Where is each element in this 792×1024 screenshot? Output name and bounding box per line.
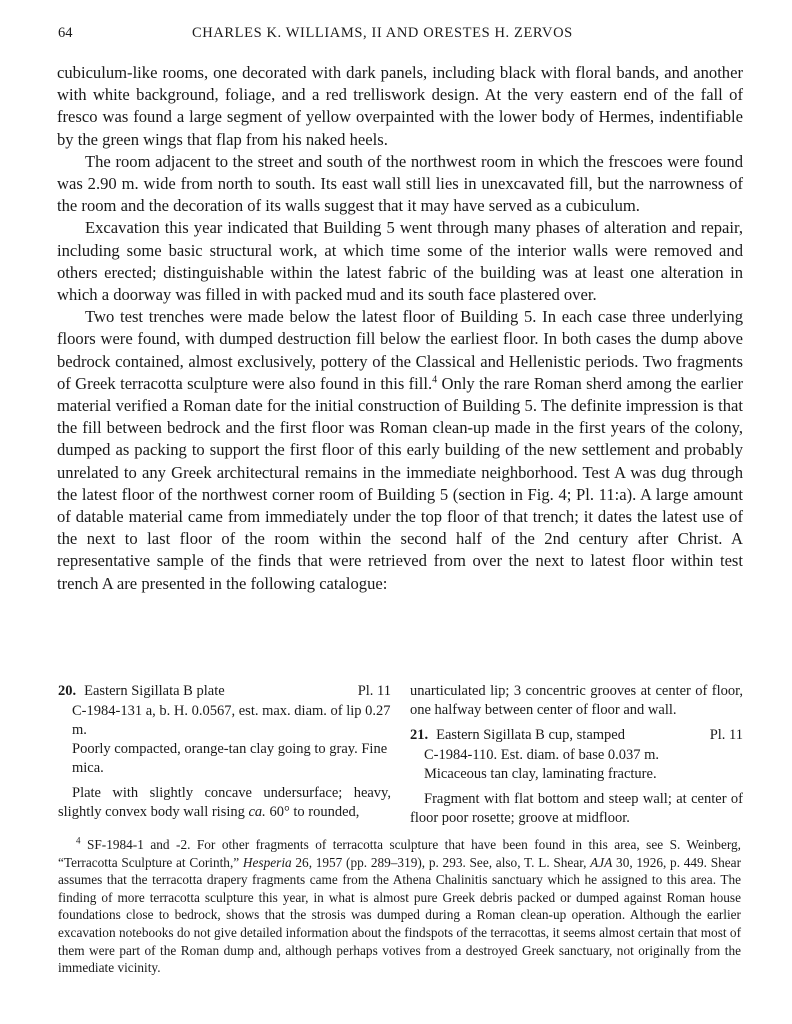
catalogue-title: Eastern Sigillata B plate: [84, 683, 225, 699]
footnote-mark: 4: [76, 835, 81, 846]
paragraph-4-text-a: Two test trenches were made below the latest floor of Building 5. In each case three underlying floors were found, with dumped destruction fill below the earliest floor. In both cases the dump above bedrock contained, almost exclusively, pottery of the Classical and Hellenistic periods. Two fragments of Greek terracotta sculpture were also found in this fill.: [57, 307, 743, 393]
footnote-reference[interactable]: 4: [432, 374, 438, 386]
catalogue-column-left: [58, 682, 391, 822]
plate-reference: Pl. 11: [709, 727, 743, 743]
description-continued: unarticulated lip; 3 concentric grooves at center of floor, one halfway between center of floor and wall.: [410, 683, 743, 718]
catalogue-title: Eastern Sigillata B cup, stamped: [436, 727, 625, 743]
page-number: 64: [58, 25, 73, 41]
footnote-text-1: SF-1984-1 and -2. For other fragments of terracotta sculpture that have been found in this area, see S. Weinberg, “Terracotta Sculpture at Corinth,”: [58, 837, 742, 870]
paragraph-2: The room adjacent to the street and south of the northwest room in which the frescoes were found was 2.90 m. wide from north to south. Its east wall still lies in unexcavated fill, but the narrowness of the room and the decoration of its walls suggest that it may have served as a cubiculum.: [57, 151, 743, 216]
footnote-4: [58, 836, 741, 977]
catalogue-entry-21-heading: [410, 726, 743, 746]
description-ca: ca.: [248, 804, 266, 820]
description: Fragment with flat bottom and steep wall; at center of floor poor rosette; groove at midfloor.: [410, 791, 743, 826]
catalogue-entry-20-heading: [58, 682, 391, 702]
inventory-line: C-1984-131 a, b. H. 0.0567, est. max. diam. of lip 0.27 m.: [72, 703, 391, 738]
paragraph-4: [57, 306, 743, 595]
journal-title: Hesperia: [242, 854, 292, 870]
catalogue-number: 21.: [410, 727, 429, 743]
paragraph-1: cubiculum-like rooms, one decorated with dark panels, including black with floral bands, and another with white background, foliage, and a red trelliswork design. At the very eastern end of the fall of fresco was found a large segment of yellow overpainted with the lower body of Hermes, indentifiable by the green wings that flap from his naked heels.: [57, 63, 743, 149]
paragraph-4-text-b: Only the rare Roman sherd among the earlier material verified a Roman date for the initial construction of Building 5. The definite impression is that the fill between bedrock and the first floor was Roman clean-up made in the first years of the colony, dumped as packing to support the first floor of this early building of the new settlement and probably unrelated to any Greek architectural remains in the immediate neighborhood. Test A was dug through the latest floor of the northwest corner room of Building 5 (section in Fig. 4; Pl. 11:a). A large amount of datable material came from immediately under the top floor of that trench; it dates the latest use of the next to last floor of the room within the second half of the 2nd century after Christ. A representative sample of the finds that were retrieved from over the next to latest floor within test trench A are presented in the following catalogue:: [57, 373, 744, 593]
running-title: CHARLES K. WILLIAMS, II AND ORESTES H. ZERVOS: [192, 25, 573, 41]
catalogue: [58, 682, 741, 832]
main-text: [57, 62, 743, 595]
running-header: [58, 25, 741, 45]
footnote-text-2: 26, 1957 (pp. 289–319), p. 293. See, also, T. L. Shear,: [291, 854, 591, 870]
journal-title: AJA: [590, 854, 613, 870]
catalogue-number: 20.: [58, 683, 77, 699]
paragraph-3: Excavation this year indicated that Building 5 went through many phases of alteration and repair, including some basic structural work, at which time some of the interior walls were removed and others erected; distinguishable within the latest fabric of the building was at least one alteration in which a doorway was filled in with packed mud and its south face plastered over.: [57, 218, 743, 305]
fabric-line: Micaceous tan clay, laminating fracture.: [424, 766, 657, 782]
inventory-line: C-1984-110. Est. diam. of base 0.037 m.: [424, 747, 660, 763]
catalogue-column-right: [410, 682, 743, 828]
footnote-text-3: 30, 1926, p. 449. Shear assumes that the terracotta drapery fragments came from the Athena Chalinitis sanctuary which he assigned to this area. The finding of more terracotta sculpture this year, in what is almost pure Greek debris packed or dumped against Roman house foundations close to bedrock, shows that the strosis was dumped during a Roman clean-up operation. Although the earlier excavation notebooks do not give detailed information about the findspots of the terracottas, it seems almost certain that most of them were part of the Roman dump and, although perhaps votives from a destroyed Greek sanctuary, not originally from the immediate vicinity.: [58, 854, 742, 976]
description: [58, 784, 391, 822]
fabric-line: Poorly compacted, orange-tan clay going to gray. Fine mica.: [72, 741, 388, 776]
plate-reference: Pl. 11: [357, 683, 391, 699]
description-text-a: Plate with slightly concave undersurface; heavy, slightly convex body wall rising: [58, 785, 391, 820]
description-text-b: 60° to rounded,: [265, 804, 360, 820]
